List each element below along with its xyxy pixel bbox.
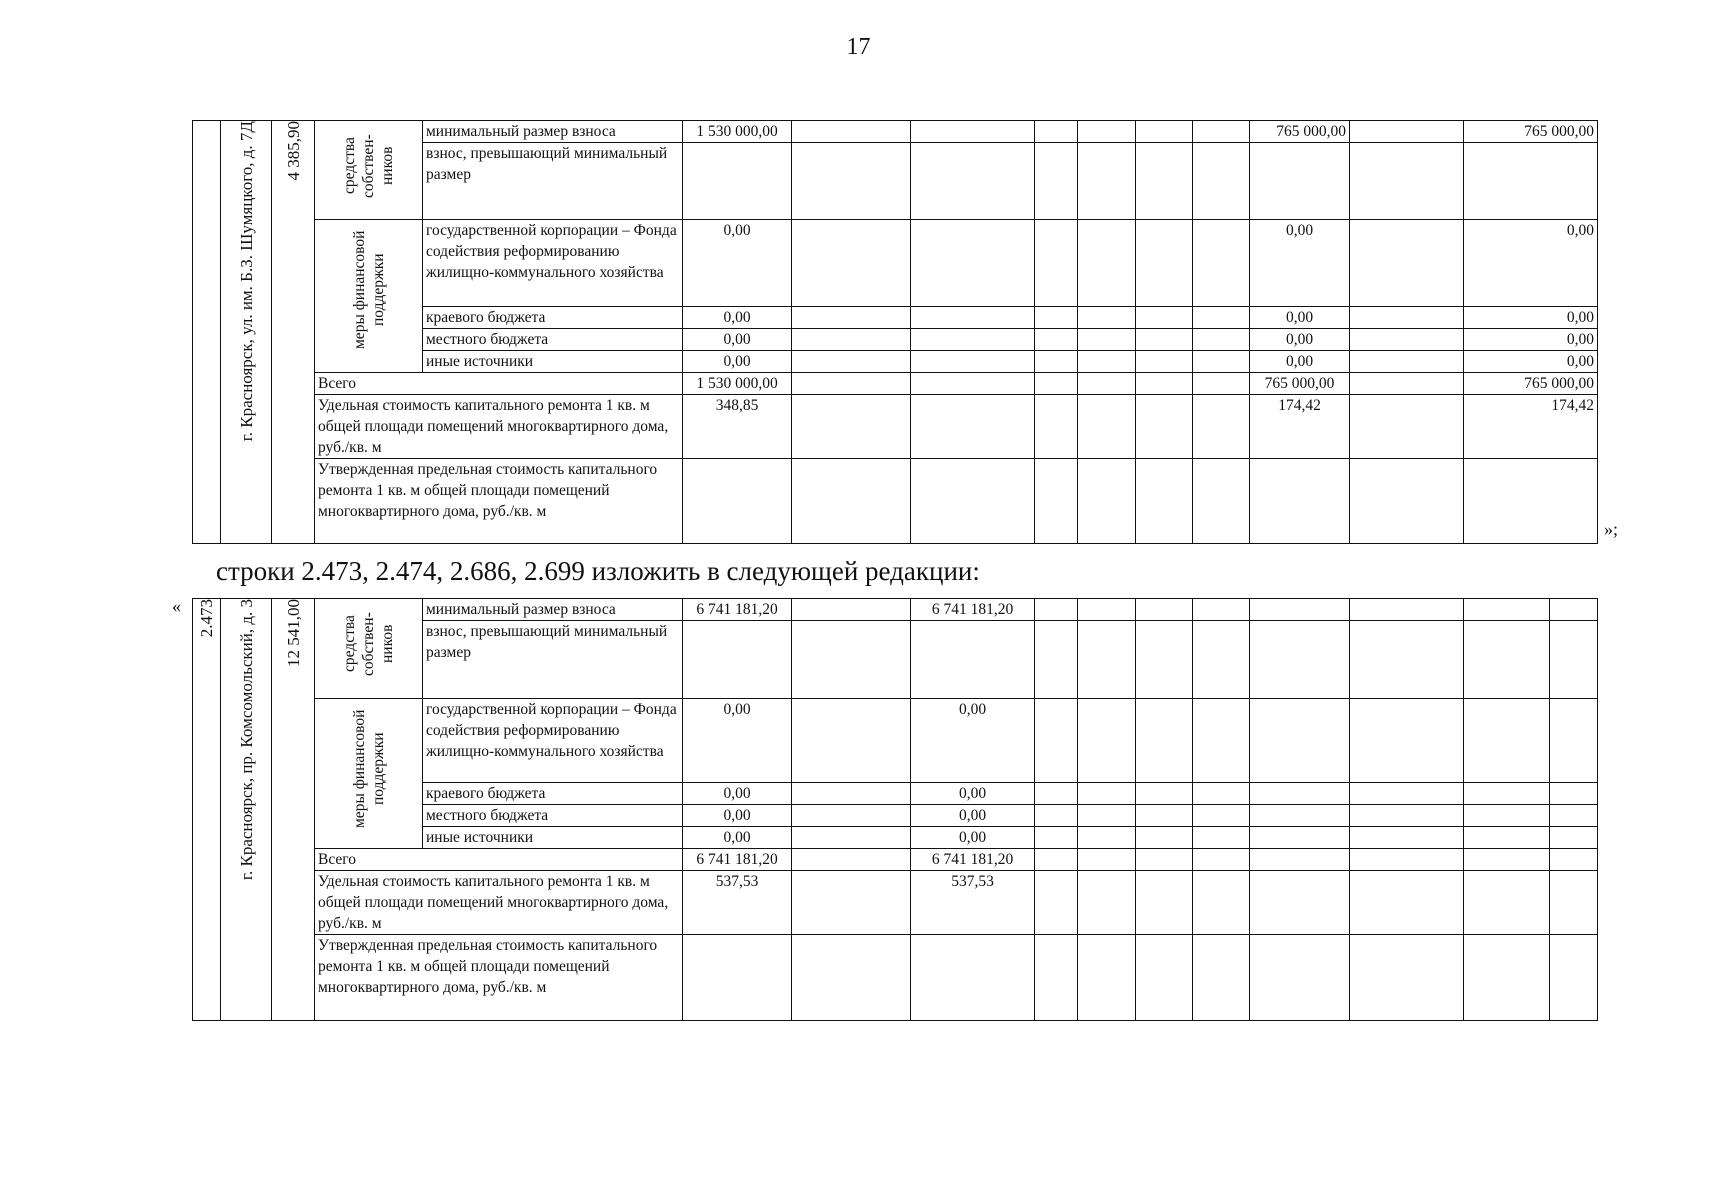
number-cell — [193, 121, 221, 544]
opening-quote: « — [172, 596, 181, 616]
row-label: государственной корпорации – Фонда содействия реформированию жилищно-коммунального хозяйства — [423, 220, 683, 307]
table-komsomolsky — [192, 598, 1598, 1021]
value-cell: 6 741 181,20 — [911, 599, 1035, 621]
total-cell: 537,53 — [683, 871, 792, 935]
value-cell: 0,00 — [1250, 351, 1350, 373]
table-row — [193, 373, 1598, 395]
row-label: Удельная стоимость капитального ремонта 1 кв. м общей площади помещений многоквартирного дома, руб./кв. м — [315, 395, 683, 459]
amendment-caption: строки 2.473, 2.474, 2.686, 2.699 изложить в следующей редакции: — [216, 556, 980, 586]
row-label: Всего — [315, 849, 683, 871]
group-financial-support: меры финансовой поддержки — [315, 699, 423, 849]
row-label: местного бюджета — [423, 329, 683, 351]
row-label: Утвержденная предельная стоимость капитального ремонта 1 кв. м общей площади помещений многоквартирного дома, руб./кв. м — [315, 459, 683, 544]
row-label: минимальный размер взноса — [423, 599, 683, 621]
value-cell: 537,53 — [911, 871, 1035, 935]
value-cell: 0,00 — [911, 805, 1035, 827]
table-row — [193, 849, 1598, 871]
total-cell: 348,85 — [683, 395, 792, 459]
row-label: минимальный размер взноса — [423, 121, 683, 143]
group-own-funds: средства собствен- ников — [315, 121, 423, 220]
value-cell: 0,00 — [1464, 329, 1598, 351]
area-cell: 12 541,00 — [272, 599, 315, 1021]
total-cell: 0,00 — [683, 783, 792, 805]
table-row — [193, 871, 1598, 935]
total-cell: 0,00 — [683, 805, 792, 827]
total-cell: 6 741 181,20 — [683, 849, 792, 871]
page-number: 17 — [846, 34, 871, 60]
value-cell: 0,00 — [911, 699, 1035, 783]
group-financial-support: меры финансовой поддержки — [315, 220, 423, 373]
address-cell: г. Красноярск, пр. Комсомольский, д. 3 — [221, 599, 272, 1021]
row-label: Удельная стоимость капитального ремонта 1 кв. м общей площади помещений многоквартирного дома, руб./кв. м — [315, 871, 683, 935]
row-label: взнос, превышающий минимальный размер — [423, 621, 683, 699]
table-row — [193, 935, 1598, 1021]
value-cell: 765 000,00 — [1250, 121, 1350, 143]
value-cell: 765 000,00 — [1464, 373, 1598, 395]
total-cell: 6 741 181,20 — [683, 599, 792, 621]
area-cell: 4 385,90 — [272, 121, 315, 544]
value-cell: 0,00 — [1250, 220, 1350, 307]
table-row — [193, 699, 1598, 783]
total-cell: 0,00 — [683, 827, 792, 849]
row-label: краевого бюджета — [423, 783, 683, 805]
value-cell: 174,42 — [1250, 395, 1350, 459]
row-label: иные источники — [423, 827, 683, 849]
total-cell: 0,00 — [683, 220, 792, 307]
value-cell: 0,00 — [1464, 351, 1598, 373]
total-cell: 0,00 — [683, 699, 792, 783]
value-cell: 0,00 — [911, 827, 1035, 849]
total-cell: 1 530 000,00 — [683, 373, 792, 395]
value-cell: 0,00 — [1464, 307, 1598, 329]
table-row — [193, 599, 1598, 621]
value-cell: 765 000,00 — [1464, 121, 1598, 143]
table-row — [193, 121, 1598, 143]
total-cell: 0,00 — [683, 329, 792, 351]
table-shumyatskogo — [192, 120, 1598, 544]
value-cell: 174,42 — [1464, 395, 1598, 459]
value-cell: 0,00 — [1250, 307, 1350, 329]
table-row — [193, 459, 1598, 544]
closing-quote: »; — [1604, 519, 1619, 539]
table-row — [193, 395, 1598, 459]
total-cell: 1 530 000,00 — [683, 121, 792, 143]
value-cell: 6 741 181,20 — [911, 849, 1035, 871]
row-label: Утвержденная предельная стоимость капитального ремонта 1 кв. м общей площади помещений многоквартирного дома, руб./кв. м — [315, 935, 683, 1021]
row-label: Всего — [315, 373, 683, 395]
total-cell: 0,00 — [683, 307, 792, 329]
row-label: местного бюджета — [423, 805, 683, 827]
value-cell: 0,00 — [1250, 329, 1350, 351]
value-cell: 0,00 — [911, 783, 1035, 805]
row-label: иные источники — [423, 351, 683, 373]
number-cell: 2.473 — [193, 599, 221, 1021]
table-row — [193, 220, 1598, 307]
group-own-funds: средства собствен- ников — [315, 599, 423, 699]
address-cell: г. Красноярск, ул. им. Б.З. Шумяцкого, д. 7Д — [221, 121, 272, 544]
row-label: взнос, превышающий минимальный размер — [423, 143, 683, 220]
value-cell: 765 000,00 — [1250, 373, 1350, 395]
row-label: государственной корпорации – Фонда содействия реформированию жилищно-коммунального хозяйства — [423, 699, 683, 783]
value-cell: 0,00 — [1464, 220, 1598, 307]
row-label: краевого бюджета — [423, 307, 683, 329]
total-cell: 0,00 — [683, 351, 792, 373]
